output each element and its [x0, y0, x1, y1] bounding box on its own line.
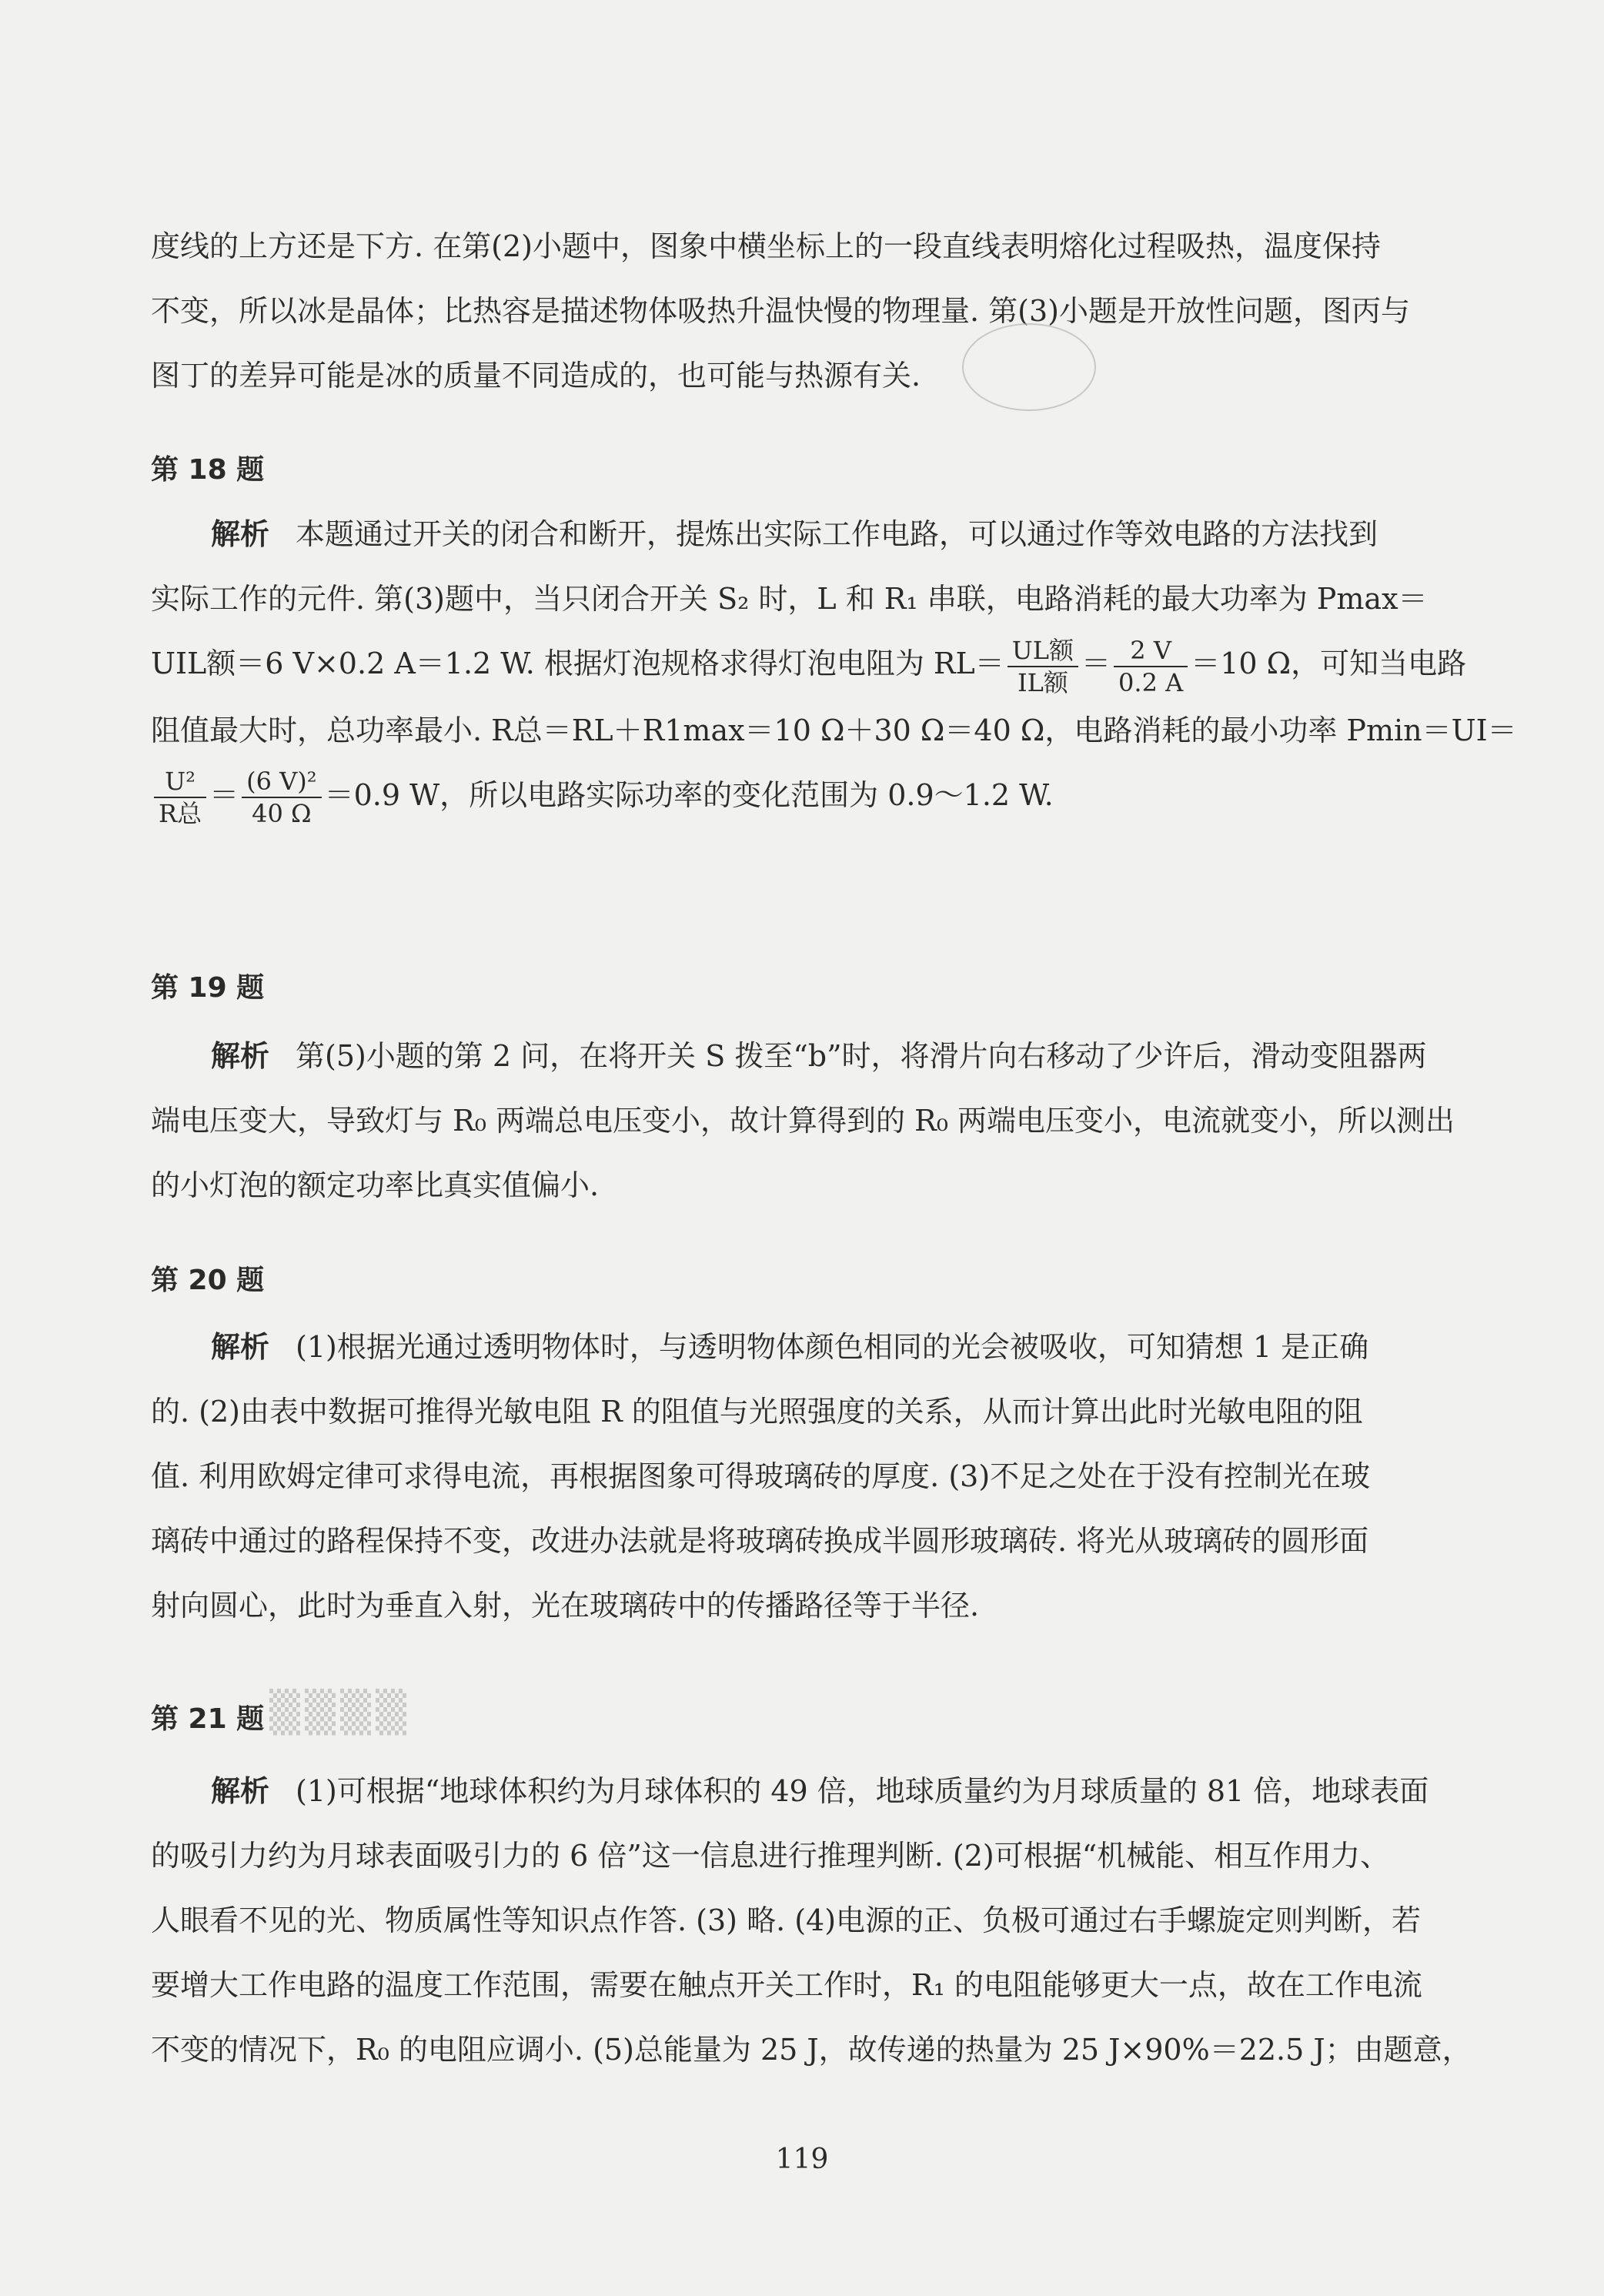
text-line: 解析 本题通过开关的闭合和断开，提炼出实际工作电路，可以通过作等效电路的方法找到 [211, 517, 1378, 551]
text-line: 的. (2)由表中数据可推得光敏电阻 R 的阻值与光照强度的关系，从而计算出此时光敏电阻的阻 [151, 1395, 1363, 1429]
text-line: 阻值最大时，总功率最小. R总＝RL＋R1max＝10 Ω＋30 Ω＝40 Ω，电路消耗的最小功率 Pmin＝UI＝ [151, 713, 1517, 747]
text-line: $\frac{\text{U²}}{\text{R总}}$ ＝ $\frac{\text{(6 V)²}}{40 \Omega}$ ＝0.9 W，所以电路实际功率的变化范围为 0.9～1.2 W. [151, 763, 1482, 830]
analysis-label: 解析 [211, 1039, 270, 1073]
text-line: 射向圆心，此时为垂直入射，光在玻璃砖中的传播路径等于半径. [151, 1589, 980, 1623]
text-line: 解析 (1)可根据“地球体积约为月球体积的 49 倍，地球质量约为月球质量的 81 倍，地球表面 [211, 1774, 1429, 1808]
text-line: 实际工作的元件. 第(3)题中，当只闭合开关 S₂ 时，L 和 R₁ 串联，电路消耗的最大功率为 Pmax＝ [151, 582, 1428, 616]
question-18-analysis [151, 502, 1517, 829]
text-line: 图丁的差异可能是冰的质量不同造成的，也可能与热源有关. [151, 359, 921, 393]
fraction: $\frac{2 V}{0.2 A}$ [1114, 635, 1188, 698]
question-20-analysis [151, 1315, 1482, 1638]
text-line: 的吸引力约为月球表面吸引力的 6 倍”这一信息进行推理判断. (2)可根据“机械能、相互作用力、 [151, 1839, 1390, 1873]
analysis-label: 解析 [211, 1330, 270, 1364]
fraction: $\frac{\text{U²}}{\text{R总}}$ [154, 766, 206, 829]
text-line: 璃砖中通过的路程保持不变，改进办法就是将玻璃砖换成半圆形玻璃砖. 将光从玻璃砖的圆形面 [151, 1524, 1369, 1558]
text-line: 不变，所以冰是晶体；比热容是描述物体吸热升温快慢的物理量. 第(3)小题是开放性问题，图丙与 [151, 294, 1410, 328]
question-19-heading: 第 19 题 [151, 972, 265, 1004]
text-line: 不变的情况下，R₀ 的电阻应调小. (5)总能量为 25 J，故传递的热量为 25 J×90%＝22.5 J；由题意， [151, 2033, 1472, 2067]
text-line: 解析 (1)根据光通过透明物体时，与透明物体颜色相同的光会被吸收，可知猜想 1 是正确 [211, 1330, 1369, 1364]
analysis-label: 解析 [211, 517, 270, 551]
text-line: 端电压变大，导致灯与 R₀ 两端总电压变小，故计算得到的 R₀ 两端电压变小，电流就变小，所以测出 [151, 1104, 1455, 1138]
text-line: 度线的上方还是下方. 在第(2)小题中，图象中横坐标上的一段直线表明熔化过程吸热，温度保持 [151, 229, 1381, 263]
fraction: $\frac{\text{UL额}}{\text{IL额}}$ [1008, 635, 1078, 698]
question-21-heading: 第 21 题 [151, 1703, 265, 1735]
stamp-mark [962, 323, 1096, 411]
page-number: 119 [775, 2144, 829, 2175]
text-line: 人眼看不见的光、物质属性等知识点作答. (3) 略. (4)电源的正、负极可通过右手螺旋定则判断，若 [151, 1903, 1422, 1937]
text-line: UIL额＝6 V×0.2 A＝1.2 W. 根据灯泡规格求得灯泡电阻为 RL＝ $\frac{\text{UL额}}{\text{IL额}}$ ＝ $\frac{2 V}{0.2 A}$ ＝10 Ω，可知当电路 [151, 635, 1467, 697]
text-line: 要增大工作电路的温度工作范围，需要在触点开关工作时，R₁ 的电阻能够更大一点，故在工作电流 [151, 1968, 1422, 2002]
watermark: ▒▒▒▒ [269, 1689, 411, 1736]
text-line: 解析 第(5)小题的第 2 问，在将开关 S 拨至“b”时，将滑片向右移动了少许后，滑动变阻器两 [211, 1039, 1427, 1073]
analysis-label: 解析 [211, 1774, 270, 1808]
question-21-analysis [151, 1759, 1482, 2082]
intro-paragraph [151, 214, 1482, 408]
question-18-heading: 第 18 题 [151, 454, 265, 486]
text-line: 的小灯泡的额定功率比真实值偏小. [151, 1168, 600, 1202]
question-20-heading: 第 20 题 [151, 1265, 265, 1296]
fraction: $\frac{\text{(6 V)²}}{40 \Omega}$ [242, 766, 321, 829]
question-19-analysis [151, 1024, 1482, 1218]
text-line: 值. 利用欧姆定律可求得电流，再根据图象可得玻璃砖的厚度. (3)不足之处在于没有控制光在玻 [151, 1459, 1371, 1493]
